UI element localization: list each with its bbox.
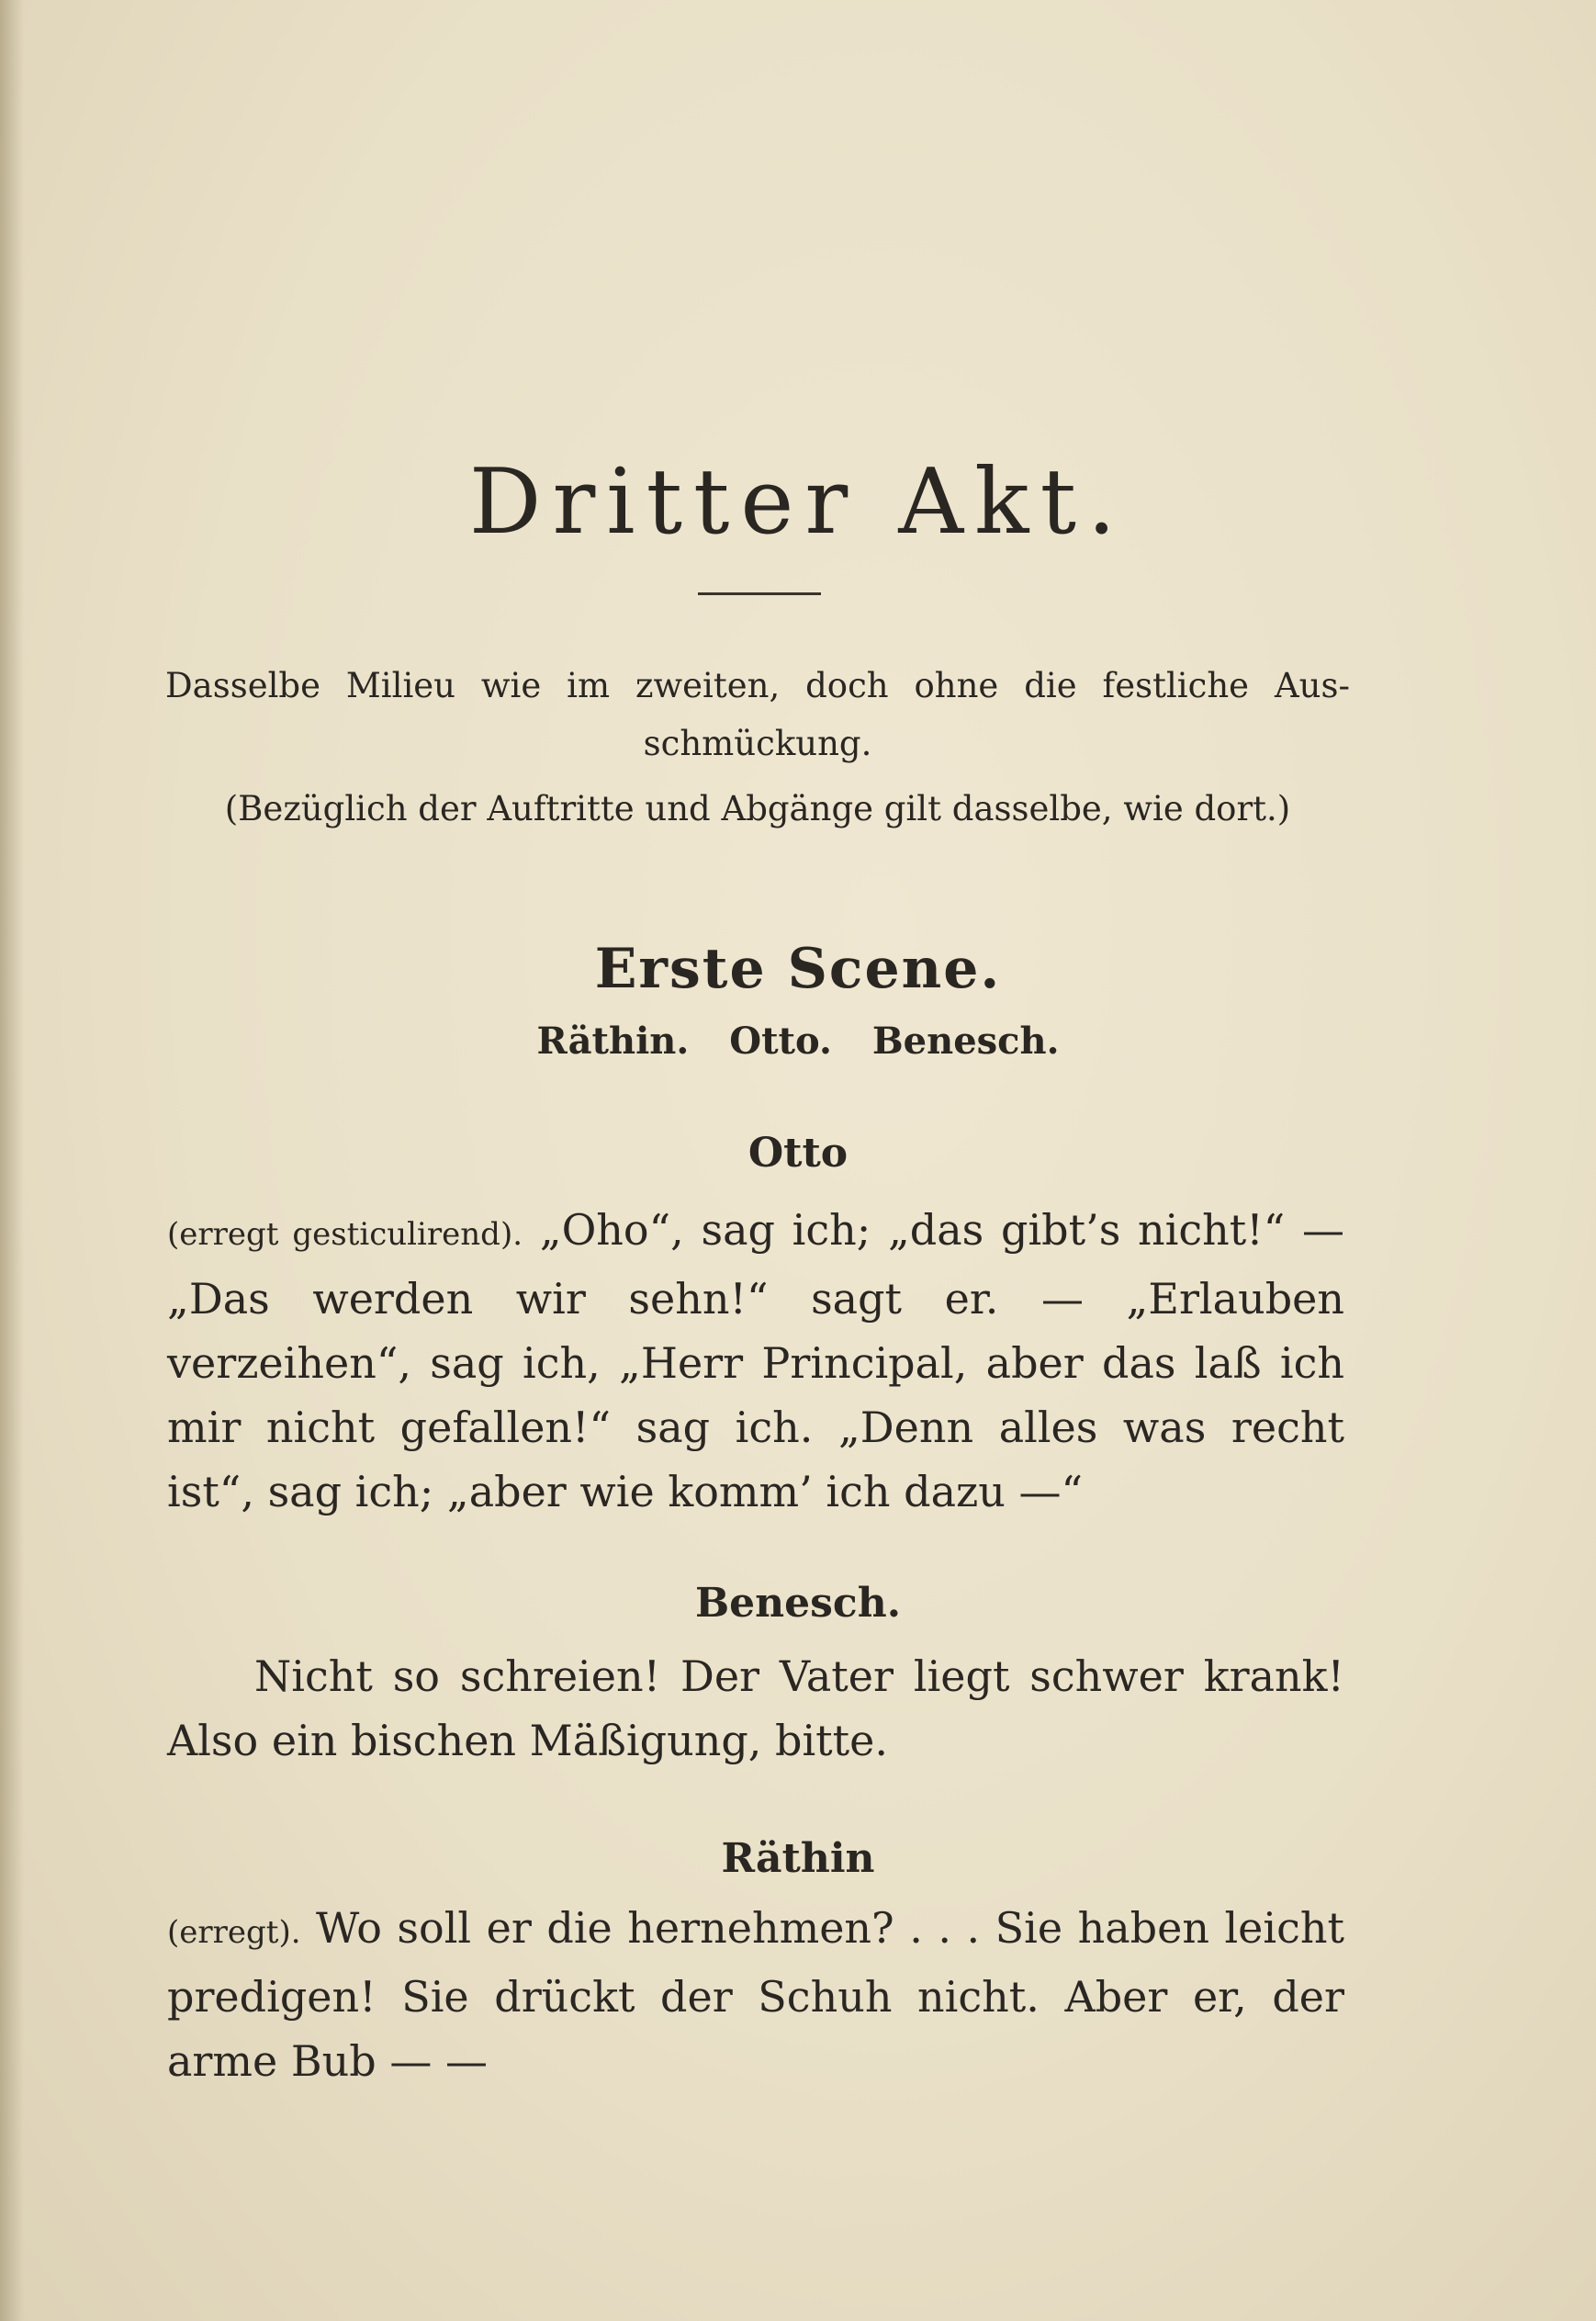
speech-text-raethin: Wo soll er die hernehmen? . . . Sie haben leicht predigen! Sie drückt der Schuh nicht. Aber er, der arme Bub — —: [167, 1903, 1344, 2086]
setting-description-line-1: Dasselbe Milieu wie im zweiten, doch ohne die festliche Aus-: [165, 666, 1350, 705]
stage-direction-otto: (erregt gesticulirend).: [167, 1216, 523, 1253]
speaker-raethin: Räthin: [721, 1835, 875, 1882]
title-divider: [698, 592, 821, 595]
speech-benesch: [167, 1644, 1344, 1773]
scene-title: Erste Scene.: [594, 937, 1002, 1001]
speech-raethin: [167, 1896, 1344, 2093]
setting-description-line-2: schmückung.: [643, 724, 872, 763]
speech-text-otto: „Oho“, sag ich; „das gibt’s nicht!“ — „Das werden wir sehn!“ sagt er. — „Erlauben verzeihen“, sag ich, „Herr Principal, aber das laß ich mir nicht gefallen!“ sag ich. „Denn alles was recht ist“, sag ich; „aber wie komm’ ich dazu —“: [167, 1205, 1344, 1516]
act-title: Dritter Akt.: [468, 450, 1128, 555]
speaker-benesch: Benesch.: [694, 1580, 902, 1627]
speech-text-benesch: Nicht so schreien! Der Vater liegt schwer krank! Also ein bischen Mäßigung, bitte.: [167, 1651, 1344, 1765]
stage-direction-raethin: (erregt).: [167, 1914, 301, 1951]
scene-cast: Räthin. Otto. Benesch.: [536, 1020, 1060, 1063]
speech-otto: [167, 1198, 1344, 1524]
setting-note: (Bezüglich der Auftritte und Abgänge gilt dasselbe, wie dort.): [224, 789, 1291, 828]
speaker-otto: Otto: [747, 1130, 849, 1177]
